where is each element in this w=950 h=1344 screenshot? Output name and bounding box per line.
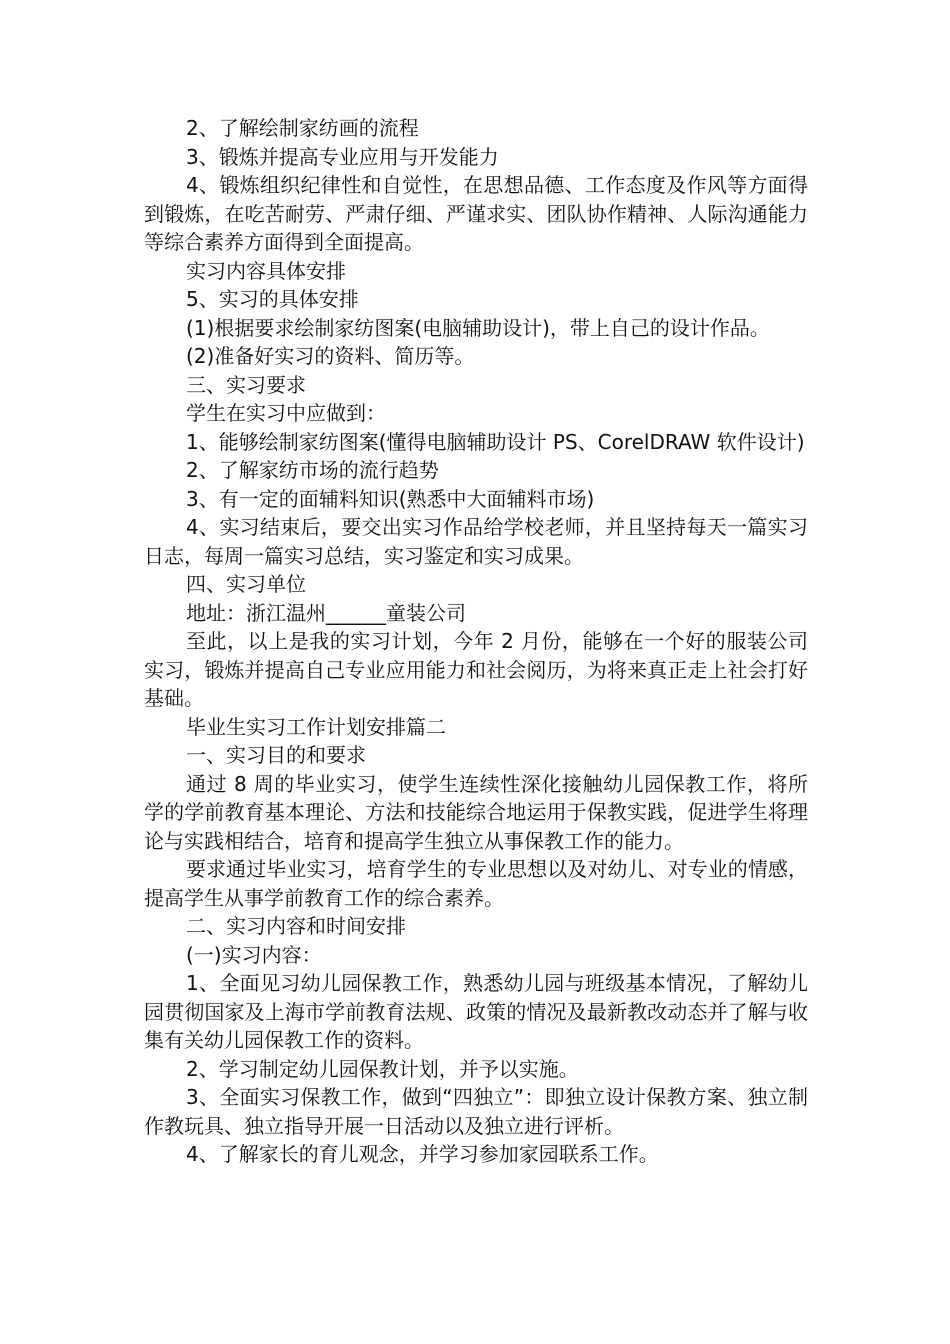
paragraph-3: 4、锻炼组织纪律性和自觉性，在思想品德、工作态度及作风等方面得到锻炼，在吃苦耐劳、严肃仔细、严谨求实、团队协作精神、人际沟通能力等综合素养方面得到全面提高。 bbox=[144, 173, 808, 254]
document-body bbox=[144, 114, 808, 1169]
section-heading: 二、实习内容和时间安排 bbox=[186, 914, 406, 938]
paragraph-24: 2、学习制定幼儿园保教计划，并予以实施。 bbox=[186, 1056, 579, 1081]
address-line: 地址：浙江温州______童装公司 bbox=[186, 600, 466, 625]
section-heading: 四、实习单位 bbox=[186, 572, 306, 596]
paragraph-1: 2、了解绘制家纺画的流程 bbox=[186, 116, 419, 140]
paragraph-7: (2)准备好实习的资料、简历等。 bbox=[186, 344, 475, 368]
paragraph-19: 通过 8 周的毕业实习，使学生连续性深化接触幼儿园保教工作，将所学的学前教育基本理论、方法和技能综合地运用于保教实践，促进学生将理论与实践相结合，培育和提高学生独立从事保教工作的能力。 bbox=[144, 771, 808, 853]
section-heading: 一、实习目的和要求 bbox=[186, 743, 366, 767]
section-heading: 实习内容具体安排 bbox=[186, 258, 346, 283]
paragraph-26: 4、了解家长的育儿观念，并学习参加家园联系工作。 bbox=[186, 1142, 659, 1166]
paragraph-13: 4、实习结束后，要交出实习作品给学校老师，并且坚持每天一篇实习日志，每周一篇实习总结，实习鉴定和实习成果。 bbox=[144, 515, 808, 568]
paragraph-25: 3、全面实习保教工作，做到“四独立”：即独立设计保教方案、独立制作教玩具、独立指导开展一日活动以及独立进行评析。 bbox=[144, 1085, 808, 1138]
section-title: 毕业生实习工作计划安排篇二 bbox=[186, 714, 446, 739]
sub-heading: (一)实习内容： bbox=[186, 942, 322, 967]
paragraph-6: (1)根据要求绘制家纺图案(电脑辅助设计)，带上自己的设计作品。 bbox=[186, 315, 770, 340]
paragraph-11: 2、了解家纺市场的流行趋势 bbox=[186, 458, 439, 482]
paragraph-12: 3、有一定的面辅料知识(熟悉中大面辅料市场) bbox=[186, 486, 595, 511]
paragraph-20: 要求通过毕业实习，培育学生的专业思想以及对幼儿、对专业的情感，提高学生从事学前教育工作的综合素养。 bbox=[144, 857, 808, 910]
paragraph-5: 5、实习的具体安排 bbox=[186, 287, 359, 311]
paragraph-16: 至此，以上是我的实习计划，今年 2 月份，能够在一个好的服装公司实习，锻炼并提高自己专业应用能力和社会阅历，为将来真正走上社会打好基础。 bbox=[144, 629, 808, 710]
paragraph-9: 学生在实习中应做到： bbox=[186, 401, 386, 425]
paragraph-2: 3、锻炼并提高专业应用与开发能力 bbox=[186, 144, 499, 169]
paragraph-10: 1、能够绘制家纺图案(懂得电脑辅助设计 PS、CorelDRAW 软件设计) bbox=[186, 429, 805, 454]
section-heading: 三、实习要求 bbox=[186, 372, 306, 397]
paragraph-23: 1、全面见习幼儿园保教工作，熟悉幼儿园与班级基本情况，了解幼儿园贯彻国家及上海市学前教育法规、政策的情况及最新教改动态并了解与收集有关幼儿园保教工作的资料。 bbox=[144, 971, 808, 1052]
